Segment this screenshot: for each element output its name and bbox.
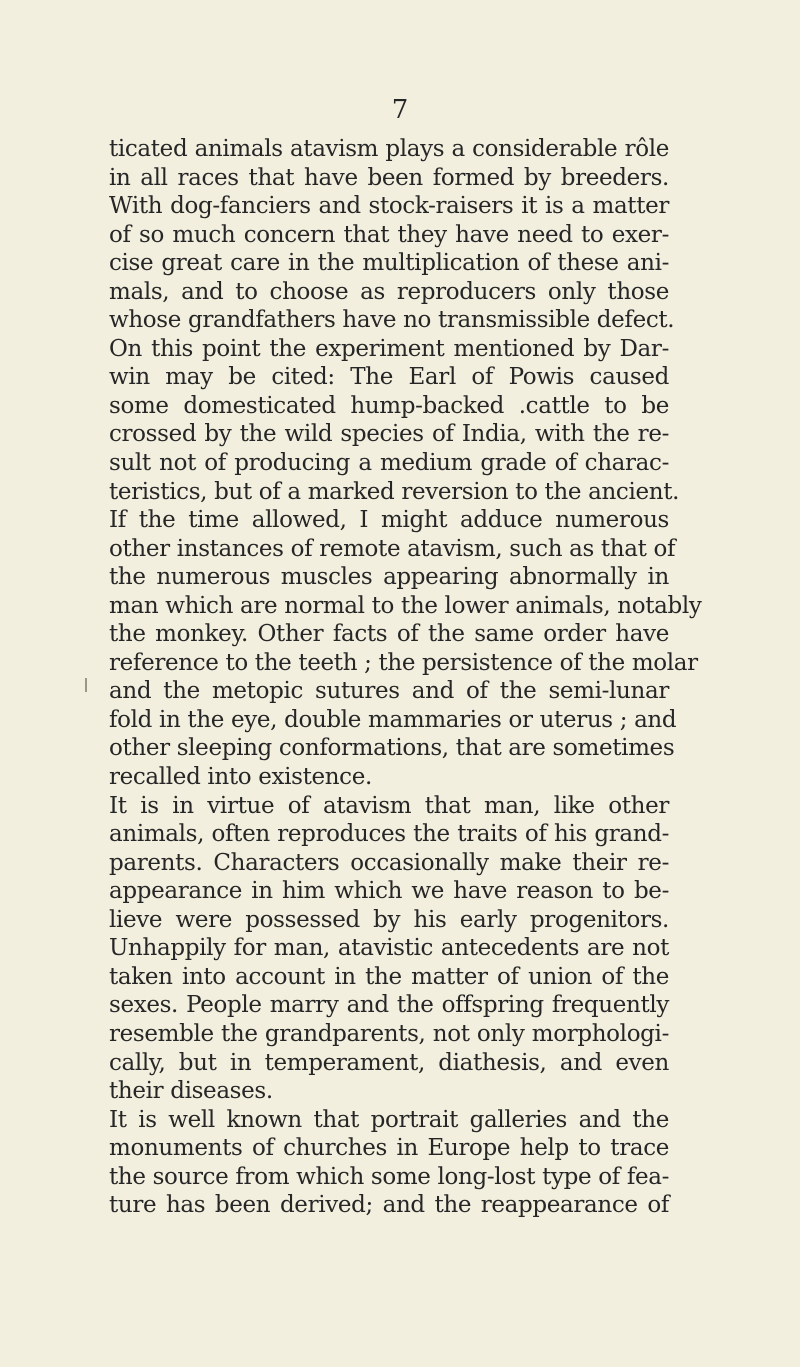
margin-mark [85, 678, 87, 692]
text-line: reference to the teeth ; the persistence of the molar [109, 649, 698, 676]
text-line: animals, often reproduces the traits of his grand- [109, 821, 669, 848]
text-line: Unhappily for man, atavistic antecedents are not [109, 935, 669, 962]
text-line: some domesticated hump-backed .cattle to be [109, 392, 669, 419]
text-line: fold in the eye, double mammaries or uterus ; and [109, 706, 677, 733]
text-line: It is well known that portrait galleries and the [109, 1106, 669, 1133]
page-number: 7 [391, 95, 409, 125]
text-line: If the time allowed, I might adduce numerous [109, 507, 669, 534]
text-line: teristics, but of a marked reversion to the ancient. [109, 478, 680, 505]
text-line: sexes. People marry and the offspring frequently [109, 992, 669, 1019]
text-line: parents. Characters occasionally make their re- [109, 849, 669, 876]
text-line: appearance in him which we have reason to be- [109, 878, 669, 905]
text-line: cally, but in temperament, diathesis, and even [109, 1049, 669, 1076]
text-line: cise great care in the multiplication of these ani- [109, 250, 669, 277]
text-line: mals, and to choose as reproducers only those [109, 278, 669, 305]
text-line: in all races that have been formed by breeders. [109, 164, 669, 191]
text-line: their diseases. [109, 1078, 273, 1105]
text-line: recalled into existence. [109, 764, 372, 791]
text-line: man which are normal to the lower animals, notably [109, 592, 702, 619]
text-line: With dog-fanciers and stock-raisers it is a matter [109, 193, 669, 220]
text-line: ticated animals atavism plays a considerable rôle [109, 136, 669, 162]
text-line: On this point the experiment mentioned by Dar- [109, 335, 669, 362]
text-line: and the metopic sutures and of the semi-lunar [109, 678, 669, 705]
text-line: ture has been derived; and the reappearance of [109, 1192, 669, 1219]
text-line: It is in virtue of atavism that man, like other [109, 792, 669, 819]
text-line: lieve were possessed by his early progenitors. [109, 906, 669, 933]
text-line: taken into account in the matter of union of the [109, 963, 669, 990]
text-line: the monkey. Other facts of the same order have [109, 621, 669, 648]
text-line: crossed by the wild species of India, with the re- [109, 421, 669, 448]
text-line: resemble the grandparents, not only morphologi- [109, 1020, 669, 1047]
text-line: the numerous muscles appearing abnormally in [109, 564, 669, 591]
text-line: the source from which some long-lost type of fea- [109, 1163, 670, 1190]
text-line: other sleeping conformations, that are sometimes [109, 735, 675, 762]
text-line: sult not of producing a medium grade of charac- [109, 450, 669, 477]
text-line: of so much concern that they have need to exer- [109, 221, 669, 248]
text-line: win may be cited: The Earl of Powis caused [109, 364, 669, 391]
text-line: whose grandfathers have no transmissible defect. [109, 307, 675, 334]
text-line: other instances of remote atavism, such as that of [109, 535, 676, 562]
text-line: monuments of churches in Europe help to trace [109, 1135, 669, 1162]
body-text [109, 135, 702, 1220]
